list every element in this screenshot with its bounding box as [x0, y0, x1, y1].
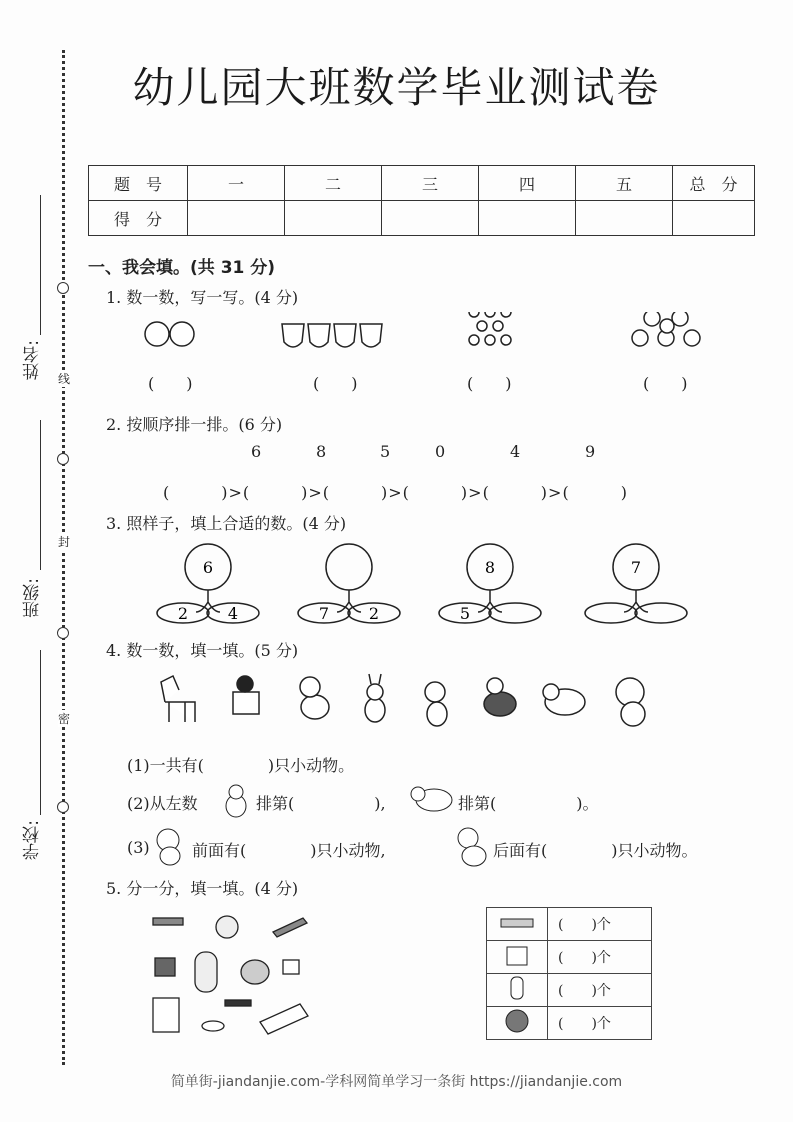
- cuboid-icon: [487, 908, 548, 941]
- flower-icon: [632, 312, 700, 346]
- number: 8: [316, 442, 327, 461]
- header-cell: 三: [382, 166, 479, 201]
- binding-hole: [57, 801, 69, 813]
- cylinder-icon: [260, 1004, 308, 1034]
- number-split-diagram: [581, 543, 691, 633]
- top-circle: [326, 544, 372, 590]
- binding-mark: 线: [58, 372, 71, 386]
- number: 9: [585, 442, 596, 461]
- count-blank[interactable]: ( )个: [548, 941, 652, 974]
- right-oval: [635, 603, 687, 623]
- cuboid-icon: [153, 998, 179, 1032]
- cube-icon: [283, 960, 299, 974]
- question-4: 4. 数一数，填一填。(5 分): [106, 641, 299, 660]
- header-cell: 一: [188, 166, 285, 201]
- sphere-icon: [216, 916, 238, 938]
- score-row-label: 得 分: [89, 201, 188, 236]
- binding-dotted-line: [62, 50, 65, 1065]
- left-number[interactable]: 5: [459, 604, 471, 623]
- question-5: 5. 分一分，填一填。(4 分): [106, 879, 299, 898]
- subquestion-2-rank-rabbit[interactable]: 排第( ),: [256, 794, 386, 813]
- dog-icon: [452, 824, 492, 868]
- score-cell[interactable]: [285, 201, 382, 236]
- binding-mark: 密: [58, 712, 71, 726]
- sphere-icon: [487, 1007, 548, 1040]
- number-split-diagram: [153, 543, 263, 633]
- question-2: 2. 按顺序排一排。(6 分): [106, 415, 283, 434]
- shape-count-table: [486, 907, 652, 1040]
- rabbit-icon: [218, 780, 256, 820]
- subquestion-3-before-elephant[interactable]: 前面有( )只小动物,: [192, 841, 386, 860]
- school-label: 学校:: [23, 820, 43, 860]
- answer-blank[interactable]: ( ): [467, 374, 512, 393]
- score-cell[interactable]: [673, 201, 755, 236]
- right-number[interactable]: 2: [368, 604, 380, 623]
- mixed-solids: [145, 910, 345, 1040]
- score-cell[interactable]: [188, 201, 285, 236]
- school-line[interactable]: [40, 650, 41, 815]
- score-cell[interactable]: [382, 201, 479, 236]
- left-number[interactable]: 7: [318, 604, 330, 623]
- page-title: 幼儿园大班数学毕业测试卷: [132, 63, 661, 112]
- cube-icon: [487, 941, 548, 974]
- header-cell: 二: [285, 166, 382, 201]
- answer-blank[interactable]: ( ): [643, 374, 688, 393]
- count-blank[interactable]: ( )个: [548, 1007, 652, 1040]
- cow-icon: [233, 676, 259, 714]
- animal-row: [155, 672, 665, 732]
- header-cell: 四: [479, 166, 576, 201]
- number: 6: [251, 442, 262, 461]
- score-cell[interactable]: [479, 201, 576, 236]
- strawberry-icon: [282, 324, 382, 347]
- dog-icon: [300, 677, 329, 719]
- name-label: 姓名:: [23, 340, 43, 380]
- binding-hole: [57, 282, 69, 294]
- top-number[interactable]: 7: [630, 558, 642, 577]
- rabbit-icon: [365, 674, 385, 722]
- monkey-icon: [425, 682, 447, 726]
- header-cell: 题 号: [89, 166, 188, 201]
- cuboid-icon: [225, 1000, 251, 1006]
- count-blank[interactable]: ( )个: [548, 974, 652, 1007]
- class-line[interactable]: [40, 420, 41, 570]
- cube-icon: [155, 958, 175, 976]
- left-number[interactable]: 2: [177, 604, 189, 623]
- elephant-icon: [616, 678, 645, 726]
- count-blank[interactable]: ( )个: [548, 908, 652, 941]
- horse-icon: [161, 676, 195, 722]
- footer-watermark: 简单街-jiandanjie.com-学科网简单学习一条街 https://jiandanjie.com: [170, 1074, 623, 1090]
- turtle-icon: [484, 678, 516, 716]
- counting-pictures: [140, 312, 740, 357]
- subquestion-3-after-dog[interactable]: 后面有( )只小动物。: [493, 841, 698, 860]
- cylinder-icon: [202, 1021, 224, 1031]
- top-number[interactable]: 6: [202, 558, 214, 577]
- cylinder-icon: [195, 952, 217, 992]
- number: 0: [435, 442, 446, 461]
- ring-icon: [469, 312, 511, 345]
- left-oval: [585, 603, 637, 623]
- right-oval: [489, 603, 541, 623]
- cuboid-icon: [153, 918, 183, 925]
- subquestion-2-rank-sheep[interactable]: 排第( )。: [458, 794, 599, 813]
- header-cell: 五: [576, 166, 673, 201]
- apple-icon: [145, 322, 194, 346]
- cuboid-icon: [273, 918, 307, 937]
- header-cell: 总 分: [673, 166, 755, 201]
- subquestion-3-start: (3): [127, 838, 150, 857]
- number-split-diagram: [294, 543, 404, 633]
- sheep-icon: [543, 684, 585, 715]
- class-label: 班级:: [23, 578, 43, 618]
- cylinder-icon: [487, 974, 548, 1007]
- question-1: 1. 数一数，写一写。(4 分): [106, 288, 299, 307]
- name-line[interactable]: [40, 195, 41, 335]
- subquestion-2-start: (2)从左数: [127, 794, 198, 813]
- score-cell[interactable]: [576, 201, 673, 236]
- score-table: [88, 165, 755, 236]
- section-heading: 一、我会填。(共 31 分): [88, 258, 276, 278]
- right-number[interactable]: 4: [227, 604, 239, 623]
- answer-blank[interactable]: ( ): [148, 374, 193, 393]
- binding-hole: [57, 627, 69, 639]
- number: 5: [380, 442, 391, 461]
- number-split-diagram: [435, 543, 545, 633]
- answer-blank[interactable]: ( ): [313, 374, 358, 393]
- number: 4: [510, 442, 521, 461]
- sheep-icon: [408, 782, 456, 820]
- top-number[interactable]: 8: [484, 558, 496, 577]
- subquestion-1[interactable]: (1)一共有( )只小动物。: [127, 756, 355, 775]
- ordering-answer-row[interactable]: ( )>( )>( )>( )>( )>( ): [163, 483, 628, 502]
- binding-mark: 封: [58, 535, 71, 549]
- elephant-icon: [150, 826, 190, 866]
- question-3: 3. 照样子，填上合适的数。(4 分): [106, 514, 347, 533]
- sphere-icon: [241, 960, 269, 984]
- binding-hole: [57, 453, 69, 465]
